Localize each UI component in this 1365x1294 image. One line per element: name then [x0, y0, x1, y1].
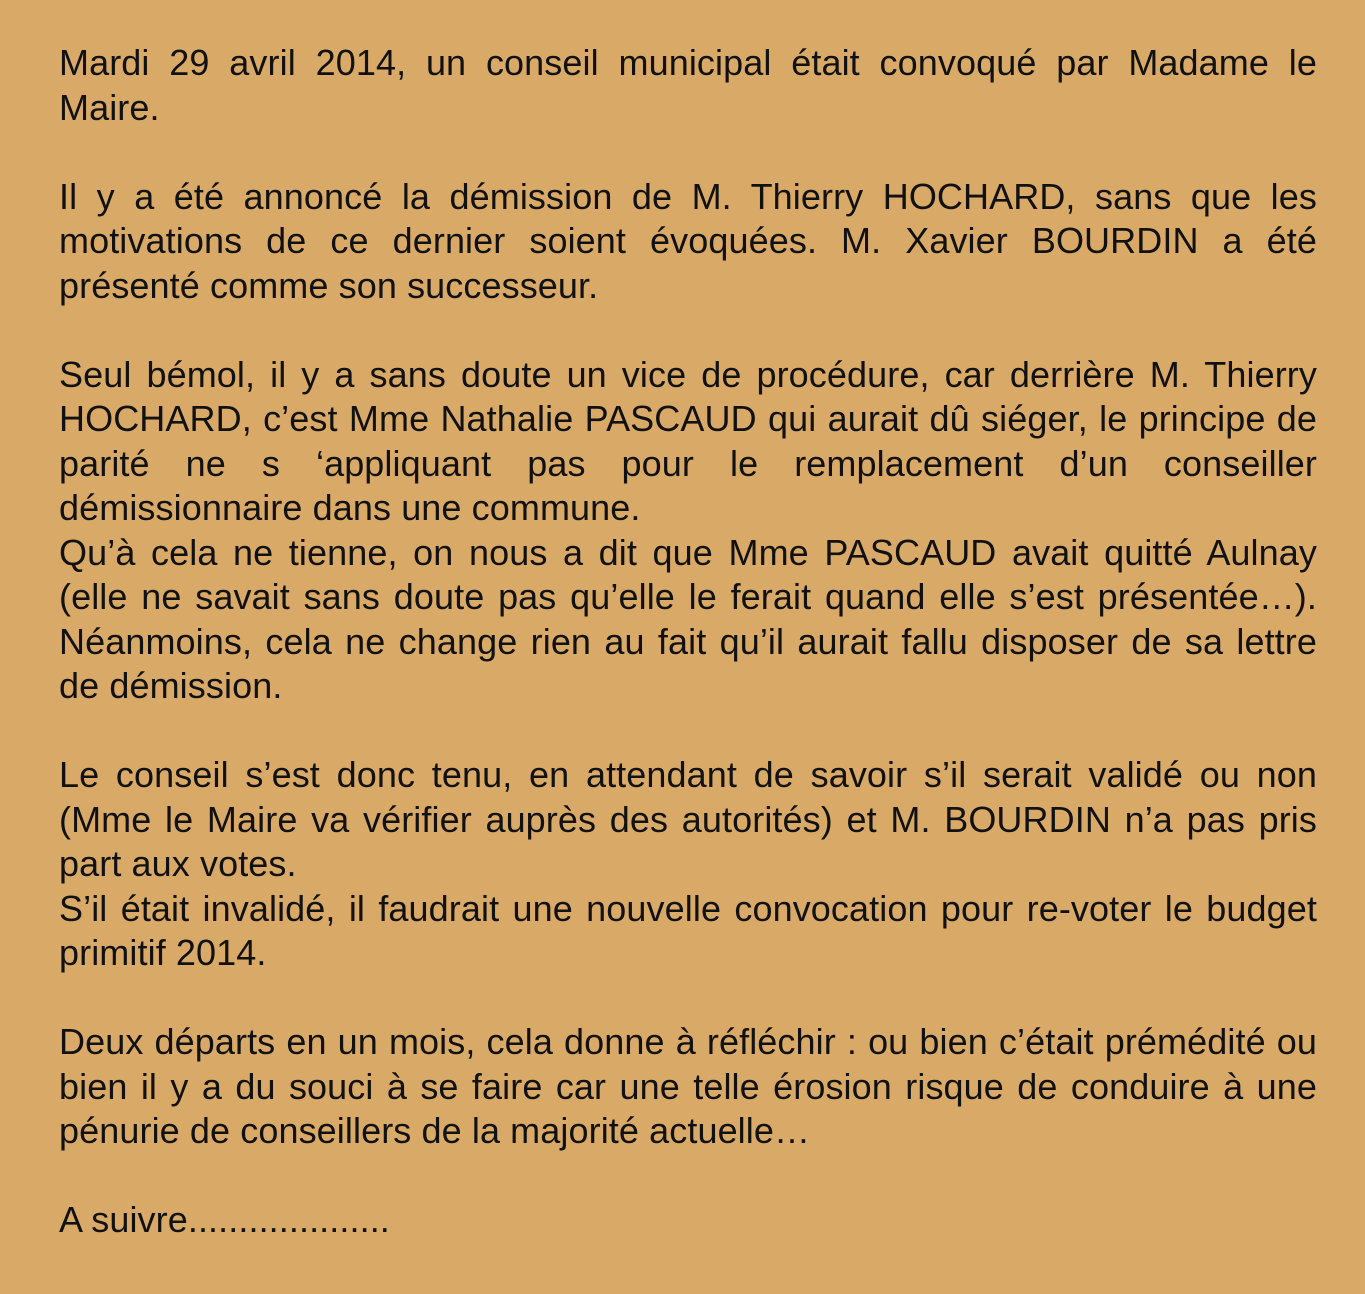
paragraph-spacer [59, 308, 1317, 353]
paragraph-resignation: Il y a été annoncé la démission de M. Thierry HOCHARD, sans que les motivations de ce dernier soient évoquées. M. Xavier BOURDIN a été présenté comme son successeur. [59, 175, 1317, 306]
paragraph-meeting-announcement: Mardi 29 avril 2014, un conseil municipal était convoqué par Madame le Maire. [59, 42, 1317, 128]
paragraph-to-follow: A suivre.................... [59, 1199, 390, 1240]
paragraph-council-held: Le conseil s’est donc tenu, en attendant de savoir s’il serait validé ou non (Mme le Maire va vérifier auprès des autorités) et M. BOURDIN n’a pas pris part aux votes. [59, 754, 1317, 884]
paragraph-spacer [59, 1154, 1317, 1199]
paragraph-spacer [59, 976, 1317, 1021]
paragraph-spacer [59, 130, 1317, 175]
paragraph-spacer [59, 709, 1317, 754]
paragraph-pascaud-left: Qu’à cela ne tienne, on nous a dit que Mme PASCAUD avait quitté Aulnay (elle ne savait sans doute pas qu’elle le ferait quand elle s’est présentée…). Néanmoins, cela ne change rien au fait qu’il aurait fallu disposer de sa lettre de démission. [59, 531, 1317, 706]
paragraph-two-departures: Deux départs en un mois, cela donne à réfléchir : ou bien c’était prémédité ou bien il y a du souci à se faire car une telle érosion risque de conduire à une pénurie de conseillers de la majorité actuelle… [59, 1021, 1317, 1151]
paragraph-invalidation: S’il était invalidé, il faudrait une nouvelle convocation pour re-voter le budget primitif 2014. [59, 887, 1317, 973]
paragraph-procedure-issue: Seul bémol, il y a sans doute un vice de procédure, car derrière M. Thierry HOCHARD, c’est Mme Nathalie PASCAUD qui aurait dû siéger, le principe de parité ne s ‘appliquant pas pour le remplacement d’un conseiller démissionnaire dans une commune. [59, 353, 1317, 528]
